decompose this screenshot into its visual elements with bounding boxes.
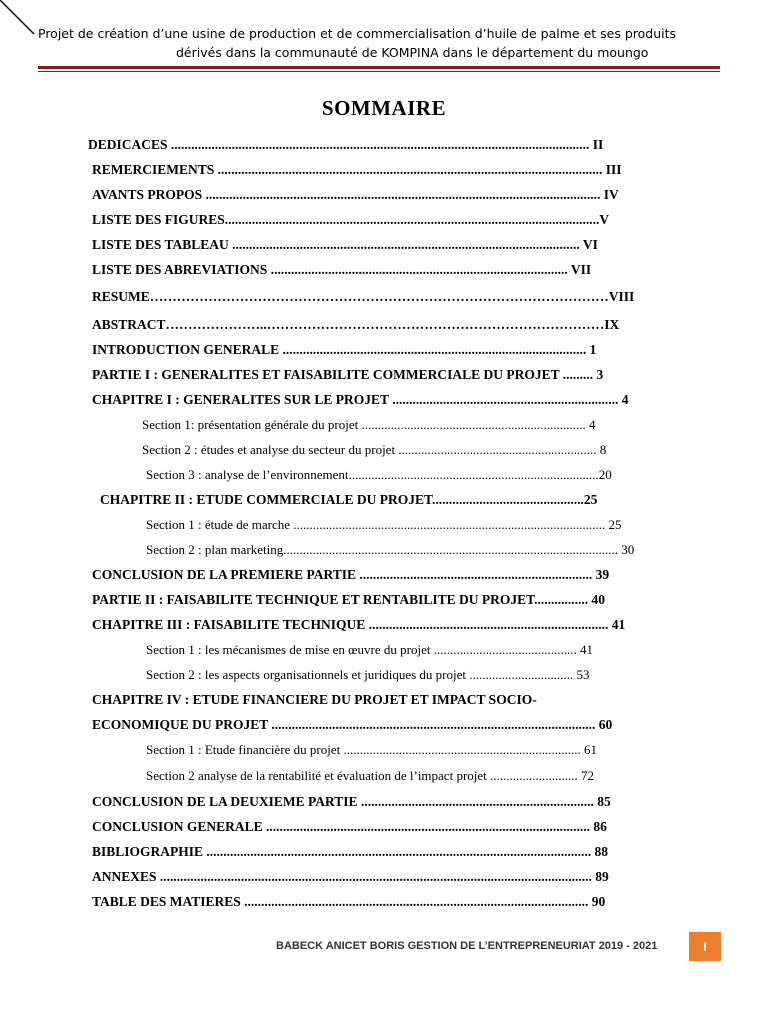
footer-author-course: BABECK ANICET BORIS GESTION DE L’ENTREPRENEURIAT 2019 - 2021 xyxy=(276,940,658,952)
toc-entry-chapitre-4: CHAPITRE IV : ETUDE FINANCIERE DU PROJET ET IMPACT SOCIO- xyxy=(92,692,537,707)
toc-entry-liste-abreviations: LISTE DES ABREVIATIONS ........................................................................................ VII xyxy=(92,262,592,277)
toc-entry-partie-2: PARTIE II : FAISABILITE TECHNIQUE ET RENTABILITE DU PROJET................ 40 xyxy=(92,592,606,607)
toc-entry-introduction-generale: INTRODUCTION GENERALE .......................................................................................... 1 xyxy=(92,342,597,357)
toc-entry-section: Section 2 : plan marketing....................................................................................................... 30 xyxy=(146,542,635,557)
toc-entry-avants-propos: AVANTS PROPOS ..................................................................................................................... IV xyxy=(92,187,619,202)
toc-entry-section: Section 1 : Etude financière du projet ......................................................................... 61 xyxy=(146,742,597,757)
header-rule-thick xyxy=(38,66,720,69)
toc-entry-chapitre-1: CHAPITRE I : GENERALITES SUR LE PROJET ................................................................... 4 xyxy=(92,392,629,407)
toc-entry-conclusion-premiere-partie: CONCLUSION DE LA PREMIERE PARTIE ..................................................................... 39 xyxy=(92,567,610,582)
toc-entry-section: Section 3 : analyse de l’environnement.............................................................................20 xyxy=(146,467,612,482)
toc-entry-partie-1: PARTIE I : GENERALITES ET FAISABILITE COMMERCIALE DU PROJET ......... 3 xyxy=(92,367,604,382)
toc-entry-section: Section 2 : études et analyse du secteur du projet ............................................................. 8 xyxy=(142,442,607,457)
toc-entry-dedicaces: DEDICACES ............................................................................................................................ II xyxy=(88,137,604,152)
toc-entry-remerciements: REMERCIEMENTS .................................................................................................................. III xyxy=(92,162,622,177)
toc-entry-resume: RESUME…………………………………………………………………………………………VIII xyxy=(92,289,635,304)
page-number-badge: I xyxy=(689,932,721,961)
toc-entry-section: Section 1 : étude de marche ................................................................................................ 25 xyxy=(146,517,622,532)
toc-entry-liste-figures: LISTE DES FIGURES...............................................................................................................V xyxy=(92,212,610,227)
toc-entry-chapitre-3: CHAPITRE III : FAISABILITE TECHNIQUE ....................................................................... 41 xyxy=(92,617,626,632)
toc-entry-section: Section 2 analyse de la rentabilité et évaluation de l’impact projet ........................... 72 xyxy=(146,768,595,783)
page-title: SOMMAIRE xyxy=(321,96,447,120)
header-rule-thin xyxy=(38,71,720,72)
corner-diagonal-line xyxy=(0,0,40,40)
toc-entry-bibliographie: BIBLIOGRAPHIE .................................................................................................................. 88 xyxy=(92,844,609,859)
toc-entry-section: Section 1 : les mécanismes de mise en œuvre du projet ............................................ 41 xyxy=(146,642,593,657)
toc-entry-conclusion-generale: CONCLUSION GENERALE ................................................................................................ 86 xyxy=(92,819,607,834)
toc-entry-abstract: ABSTRACT…………………..…………………………………………………………………IX xyxy=(92,317,620,332)
toc-entry-section: Section 2 : les aspects organisationnels et juridiques du projet ................................ 53 xyxy=(146,667,590,682)
toc-entry-annexes: ANNEXES ................................................................................................................................ 89 xyxy=(92,869,609,884)
toc-entry-chapitre-4-continued: ECONOMIQUE DU PROJET ................................................................................................ 60 xyxy=(92,717,613,732)
header-line-1: Projet de création d’une usine de production et de commercialisation d’huile de palme et ses produits xyxy=(38,26,677,41)
toc-entry-chapitre-2: CHAPITRE II : ETUDE COMMERCIALE DU PROJET.............................................25 xyxy=(100,492,598,507)
toc-entry-conclusion-deuxieme-partie: CONCLUSION DE LA DEUXIEME PARTIE ..................................................................... 85 xyxy=(92,794,611,809)
header-line-2: dérivés dans la communauté de KOMPINA dans le département du moungo xyxy=(176,45,649,60)
toc-entry-liste-tableau: LISTE DES TABLEAU ....................................................................................................... VI xyxy=(92,237,598,252)
toc-entry-table-des-matieres: TABLE DES MATIERES ...................................................................................................... 90 xyxy=(92,894,606,909)
toc-entry-section: Section 1: présentation générale du projet ..................................................................... 4 xyxy=(142,417,596,432)
